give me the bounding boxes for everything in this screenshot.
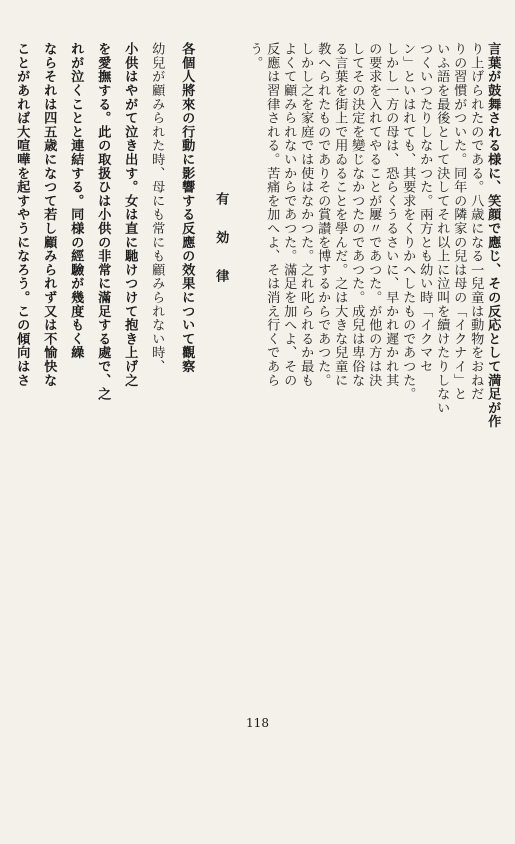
columns-column: 有 効 律	[213, 192, 229, 288]
columns-column: ならそれは四五歳になつて若し顧みられず又は不愉快な	[41, 42, 57, 387]
columns-column: う。	[247, 42, 263, 70]
columns-column: を愛撫する。此の取扱ひは小供の非常に滿足する處で、之	[95, 42, 111, 401]
columns-column: しかし一方の母は、恐らくうるさいに、早かれ遲かれ其	[383, 42, 399, 387]
columns-column: しかし之を家庭では使はなかつた。之れ叱られるか最も	[298, 42, 314, 387]
columns-column: 言葉が鼓舞される様に、笑顔で應じ、その反応として満足が作	[485, 42, 501, 429]
columns-column: つくいつたりしなかつた。兩方とも幼い時「イクマセ	[417, 42, 433, 374]
columns-column: り上げられたのである。八歳になる一兒童は動物をおねだ	[468, 42, 484, 401]
columns-column: 小供はやがて泣き出す。女は直に馳けつけて抱き上げ之	[122, 42, 138, 387]
columns-column: いふ語を最後として決してそれ以上に泣叫を續けたりしない	[434, 42, 450, 415]
columns-column: よくて顧みられないからであつた。滿足を加へよ、その	[281, 42, 297, 387]
columns-column: りの習慣がついた。同年の隣家の兒は母の「イクナイ」と	[451, 42, 467, 401]
columns-column: 各個人將來の行動に影響する反應の效果について觀察	[179, 42, 195, 374]
columns-column: の要求を入れてやることが屢〃であつた。が他の方は決	[366, 42, 382, 387]
columns-column: ことがあれば大喧嘩を起すやうになろう。この傾向はさ	[14, 42, 30, 387]
columns-column: してその決定を變じなかつたのであつた。成兒は卑俗な	[349, 42, 365, 387]
columns-column: 幼兒が顧みられた時、母にも常にも顧みられない時、	[149, 42, 165, 374]
columns-column: る言葉を街上で用ゐることを學んだ。之は大きな兒童に	[332, 42, 348, 387]
page-number: 118	[246, 716, 269, 730]
columns-column: 教へられたものでありその賞讃を博するからであつた。	[315, 42, 331, 387]
columns-column: れが泣くことと連結する。同様の經驗が幾度もく繰	[68, 42, 84, 360]
columns-column: 反應は習律される。苦痛を加へよ、そは消え行くであら	[264, 42, 280, 387]
columns-column: ン」といはれても、其要求をくりかへしたものであつた。	[400, 42, 416, 401]
